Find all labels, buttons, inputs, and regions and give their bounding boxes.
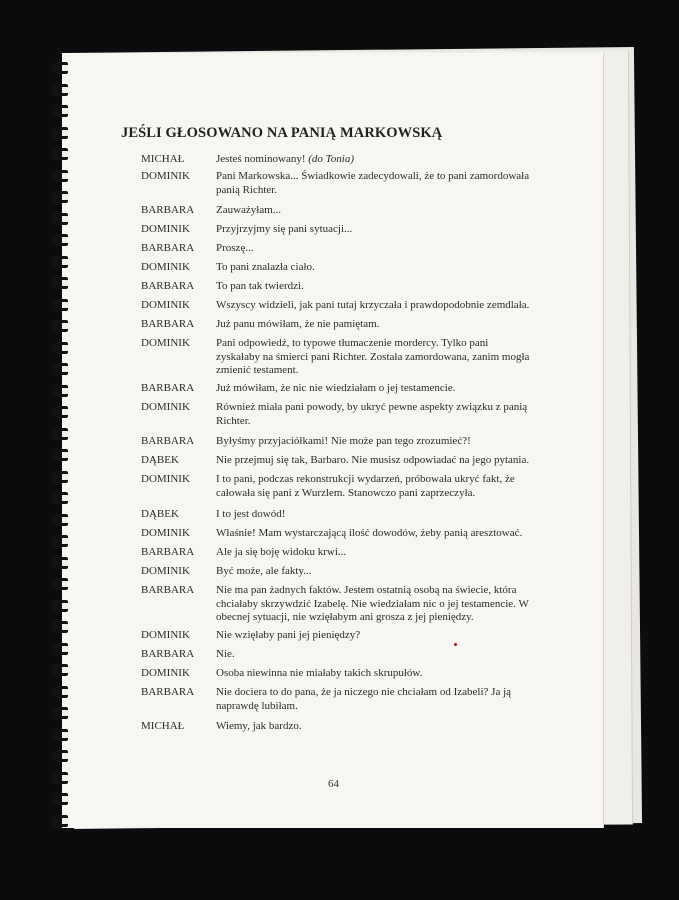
dialogue-text-content: I to pani, podczas rekonstrukcji wydarzeń, próbowała ukryć fakt, że całowała się pani z Wurzlem. Stanowczo pani zaprzeczyła.	[216, 473, 515, 499]
binding-ring	[52, 62, 68, 74]
dialogue-text-content: Przyjrzyjmy się pani sytuacji...	[216, 223, 353, 235]
speaker-name: DĄBEK	[141, 454, 179, 466]
dialogue-text	[216, 629, 532, 643]
dialogue-text	[216, 299, 532, 313]
binding-ring	[52, 750, 68, 762]
speaker-name: DOMINIK	[141, 667, 190, 679]
section-heading: JEŚLI GŁOSOWANO NA PANIĄ MARKOWSKĄ	[121, 125, 443, 141]
binding-ring	[52, 707, 68, 719]
binding-ring	[52, 578, 68, 590]
dialogue-text-content: Nie ma pan żadnych faktów. Jestem ostatnią osobą na świecie, która chciałaby skrzywdzić Izabelę. Nie wiedziałam nic o jej testamencie. W obecnej sytuacji, nie wzięłabym ani grosza z jej pieniędzy.	[216, 584, 529, 623]
dialogue-text	[216, 223, 532, 237]
speaker-name: MICHAŁ	[141, 153, 185, 165]
dialogue-text	[216, 546, 532, 560]
dialogue-text-content: Nie dociera to do pana, że ja niczego nie chciałam od Izabeli? Ja ją naprawdę lubiłam.	[216, 686, 512, 712]
dialogue-text-content: Ale ja się boję widoku krwi...	[216, 546, 347, 558]
binding-ring	[52, 342, 68, 354]
binding-ring	[52, 191, 68, 203]
binding-ring	[52, 320, 68, 332]
speaker-name: DOMINIK	[141, 629, 190, 641]
dialogue-text	[216, 527, 532, 541]
speaker-name: DOMINIK	[141, 401, 190, 413]
dialogue-text	[216, 261, 532, 275]
binding-ring	[52, 535, 68, 547]
dialogue-text-content: Nie.	[216, 648, 235, 660]
ink-dot	[454, 643, 457, 646]
dialogue-text	[216, 401, 532, 428]
binding-ring	[52, 729, 68, 741]
binding-ring	[52, 256, 68, 268]
dialogue-text-content: Proszę...	[216, 242, 254, 254]
dialogue-text	[216, 454, 532, 468]
stage-direction: (do Tonia)	[308, 153, 355, 165]
dialogue-text-content: Zauważyłam...	[216, 204, 282, 216]
binding-ring	[52, 363, 68, 375]
dialogue-text-content: Pani odpowiedź, to typowe tłumaczenie mordercy. Tylko pani zyskałaby na śmierci pani Richter. Została zamordowana, zanim mogła zmienić testament.	[216, 337, 530, 376]
binding-ring	[52, 815, 68, 827]
speaker-name: BARBARA	[141, 546, 195, 558]
speaker-name: DOMINIK	[141, 473, 190, 485]
binding-ring	[52, 600, 68, 612]
speaker-name: DOMINIK	[141, 261, 190, 273]
binding-ring	[52, 213, 68, 225]
dialogue-text	[216, 508, 532, 522]
dialogue-text	[216, 242, 532, 256]
binding-ring	[52, 148, 68, 160]
binding-ring	[52, 385, 68, 397]
document-page	[62, 53, 603, 828]
dialogue-text-content: To pani znalazła ciało.	[216, 261, 315, 273]
dialogue-text	[216, 170, 532, 197]
dialogue-text-content: Już mówiłam, że nic nie wiedziałam o jej testamencie.	[216, 382, 456, 394]
dialogue-text	[216, 473, 532, 500]
speaker-name: DOMINIK	[141, 527, 190, 539]
speaker-name: BARBARA	[141, 318, 195, 330]
speaker-name: BARBARA	[141, 584, 195, 596]
dialogue-text	[216, 153, 532, 167]
binding-ring	[52, 471, 68, 483]
binding-ring	[52, 170, 68, 182]
binding-ring	[52, 793, 68, 805]
binding-ring	[52, 492, 68, 504]
speaker-name: BARBARA	[141, 435, 195, 447]
binding-ring	[52, 234, 68, 246]
dialogue-text	[216, 382, 532, 396]
binding-ring	[52, 621, 68, 633]
binding-ring	[52, 406, 68, 418]
dialogue-text-content: Być może, ale fakty...	[216, 565, 312, 577]
dialogue-text-content: Właśnie! Mam wystarczającą ilość dowodów, żeby panią aresztować.	[216, 527, 523, 539]
binding-ring	[52, 277, 68, 289]
binding-ring	[52, 772, 68, 784]
dialogue-text	[216, 435, 532, 449]
dialogue-text	[216, 565, 532, 579]
speaker-name: DOMINIK	[141, 565, 190, 577]
speaker-name: DOMINIK	[141, 337, 190, 349]
dialogue-text-content: Pani Markowska... Świadkowie zadecydowali, że to pani zamordowała panią Richter.	[216, 170, 530, 196]
speaker-name: MICHAŁ	[141, 720, 185, 732]
speaker-name: DOMINIK	[141, 223, 190, 235]
dialogue-text-content: Osoba niewinna nie miałaby takich skrupułów.	[216, 667, 423, 679]
speaker-name: DOMINIK	[141, 170, 190, 182]
dialogue-text	[216, 584, 532, 625]
dialogue-text	[216, 280, 532, 294]
speaker-name: DOMINIK	[141, 299, 190, 311]
dialogue-text-content: I to jest dowód!	[216, 508, 286, 520]
binding-ring	[52, 105, 68, 117]
binding-ring	[52, 127, 68, 139]
binding-ring	[52, 643, 68, 655]
dialogue-text	[216, 720, 532, 734]
binding-ring	[52, 557, 68, 569]
dialogue-text	[216, 648, 532, 662]
speaker-name: BARBARA	[141, 686, 195, 698]
dialogue-text-content: Wiemy, jak bardzo.	[216, 720, 302, 732]
binding-ring	[52, 664, 68, 676]
dialogue-text-content: Już panu mówiłam, że nie pamiętam.	[216, 318, 380, 330]
dialogue-text-content: Byłyśmy przyjaciółkami! Nie może pan tego zrozumieć?!	[216, 435, 471, 447]
dialogue-text	[216, 667, 532, 681]
speaker-name: BARBARA	[141, 382, 195, 394]
page-number: 64	[328, 778, 339, 790]
dialogue-text-content: Nie przejmuj się tak, Barbaro. Nie musisz odpowiadać na jego pytania.	[216, 454, 530, 466]
speaker-name: BARBARA	[141, 280, 195, 292]
speaker-name: BARBARA	[141, 648, 195, 660]
binding-ring	[52, 428, 68, 440]
dialogue-text	[216, 318, 532, 332]
dialogue-text	[216, 204, 532, 218]
dialogue-text	[216, 337, 532, 378]
dialogue-text-content: Wszyscy widzieli, jak pani tutaj krzyczała i prawdopodobnie zemdlała.	[216, 299, 530, 311]
binding-ring	[52, 686, 68, 698]
dialogue-text-content: Również miała pani powody, by ukryć pewne aspekty związku z panią Richter.	[216, 401, 528, 427]
dialogue-text-content: Nie wzięłaby pani jej pieniędzy?	[216, 629, 361, 641]
dialogue-text-content: Jesteś nominowany!	[216, 153, 306, 165]
dialogue-text	[216, 686, 532, 713]
binding-ring	[52, 299, 68, 311]
binding-ring	[52, 514, 68, 526]
spiral-binding	[52, 62, 68, 832]
speaker-name: BARBARA	[141, 204, 195, 216]
binding-ring	[52, 84, 68, 96]
speaker-name: BARBARA	[141, 242, 195, 254]
speaker-name: DĄBEK	[141, 508, 179, 520]
binding-ring	[52, 449, 68, 461]
dialogue-text-content: To pan tak twierdzi.	[216, 280, 304, 292]
